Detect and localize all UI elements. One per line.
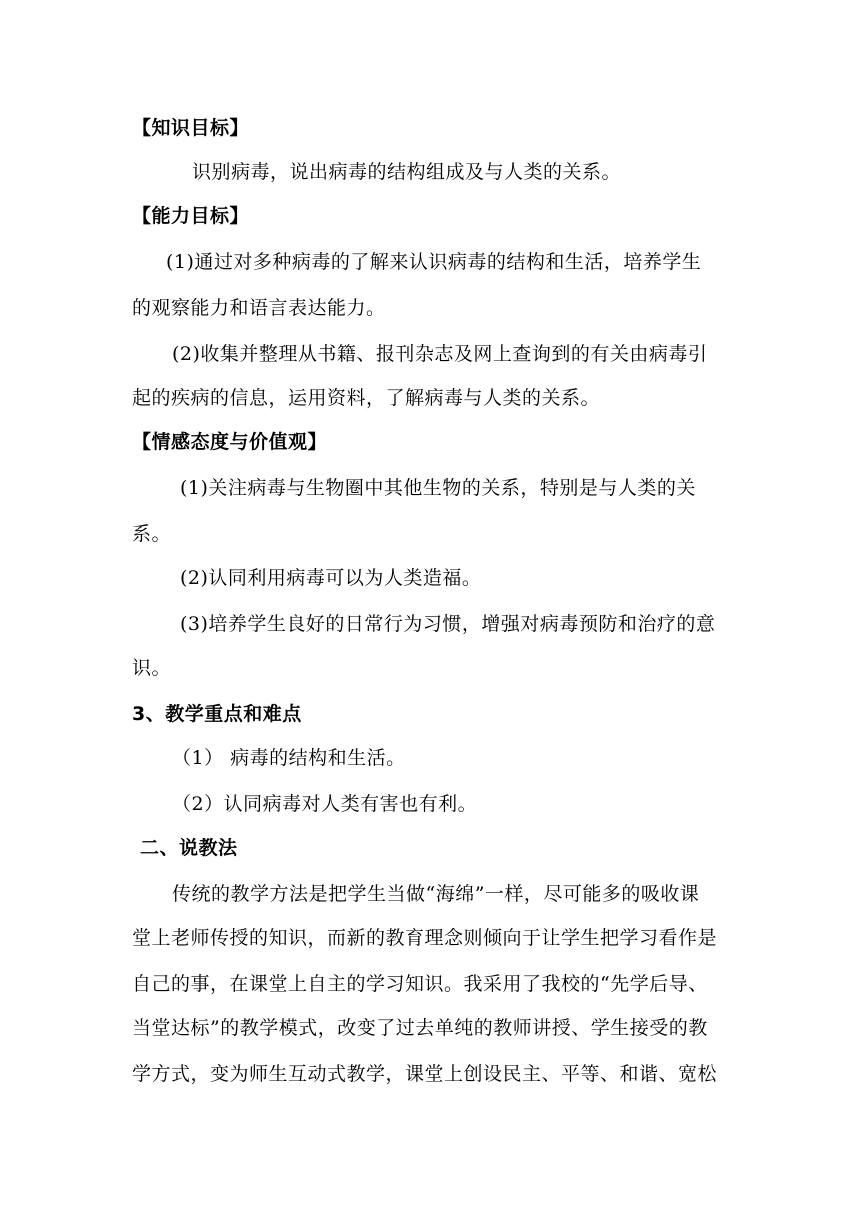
ability-item-2-line-2: 起的疾病的信息，运用资料，了解病毒与人类的关系。 <box>132 387 601 409</box>
key-point-2: （2）认同病毒对人类有害也有利。 <box>172 793 478 815</box>
attitude-heading: 【情感态度与价值观】 <box>132 431 328 453</box>
key-point-1: （1） 病毒的结构和生活。 <box>172 747 406 769</box>
method-heading: 二、说教法 <box>140 837 238 859</box>
attitude-item-3-line-2: 识。 <box>132 657 172 679</box>
knowledge-goal-text: 识别病毒，说出病毒的结构组成及与人类的关系。 <box>192 161 622 183</box>
knowledge-goal-heading: 【知识目标】 <box>132 117 250 139</box>
attitude-item-1-line-1: (1)关注病毒与生物圈中其他生物的关系，特别是与人类的关 <box>180 477 696 499</box>
attitude-item-1-line-2: 系。 <box>132 523 172 545</box>
attitude-item-3-line-1: (3)培养学生良好的日常行为习惯，增强对病毒预防和治疗的意 <box>180 613 716 635</box>
method-paragraph-line-2: 堂上老师传授的知识，而新的教育理念则倾向于让学生把学习看作是 <box>132 927 718 949</box>
key-points-heading: 3、教学重点和难点 <box>132 703 302 725</box>
method-paragraph-line-1: 传统的教学方法是把学生当做“海绵”一样，尽可能多的吸收课 <box>172 883 700 905</box>
method-paragraph-line-3: 自己的事，在课堂上自主的学习知识。我采用了我校的“先学后导、 <box>132 973 708 995</box>
ability-goal-heading: 【能力目标】 <box>132 205 250 227</box>
method-paragraph-line-5: 学方式，变为师生互动式教学，课堂上创设民主、平等、和谐、宽松 <box>132 1063 718 1085</box>
attitude-item-2: (2)认同利用病毒可以为人类造福。 <box>180 567 482 589</box>
method-paragraph-line-4: 当堂达标”的教学模式，改变了过去单纯的教师讲授、学生接受的教 <box>132 1017 708 1039</box>
ability-item-1-line-1: (1)通过对多种病毒的了解来认识病毒的结构和生活，培养学生 <box>166 251 702 273</box>
ability-item-1-line-2: 的观察能力和语言表达能力。 <box>132 297 386 319</box>
ability-item-2-line-1: (2)收集并整理从书籍、报刊杂志及网上查询到的有关由病毒引 <box>172 343 708 365</box>
